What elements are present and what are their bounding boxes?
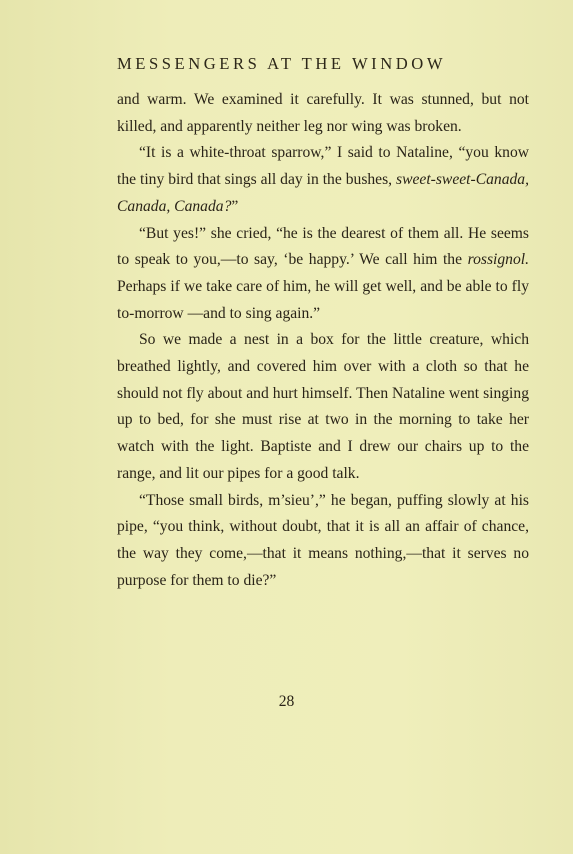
text-run: “But yes!” she cried, “he is the dearest of them all. He seems to speak to you,—to say, ‘be happy.’ We call him the [117, 224, 529, 269]
running-head: MESSENGERS AT THE WINDOW [117, 54, 447, 73]
text-run: ” [231, 197, 239, 215]
text-run: “It is a white-throat sparrow,” I said to Nataline, “you know the tiny bird that sings all day in the bushes, [117, 144, 529, 189]
text-run: Perhaps if we take care of him, he will get well, and be able to fly to-morrow —and to sing again.” [117, 277, 529, 322]
paragraph [117, 87, 529, 140]
text-run: and warm. We examined it carefully. It was stunned, but not killed, and apparently neither leg nor wing was broken. [117, 91, 529, 135]
page-number: 28 [278, 693, 295, 710]
italic-text-run: sweet-sweet-Canada, Canada, Canada? [117, 171, 529, 215]
body-text [117, 87, 529, 594]
text-run: “Those small birds, m’sieu’,” he began, puffing slowly at his pipe, “you think, without doubt, that it is all an affair of chance, the way they come,—that it means nothing,—that it serves no purpose for them to die?” [117, 491, 529, 589]
paragraph [117, 221, 529, 328]
italic-text-run: rossignol. [467, 251, 529, 269]
paragraph [117, 140, 529, 220]
paragraph [117, 327, 529, 487]
paragraph [117, 488, 529, 595]
text-run: So we made a nest in a box for the little creature, which breathed lightly, and covered him over with a cloth so that he should not fly about and hurt himself. Then Nataline went singing up to bed, for she must rise at two in the morning to take her watch with the light. Baptiste and I drew our chairs up to the range, and lit our pipes for a good talk. [117, 331, 529, 482]
